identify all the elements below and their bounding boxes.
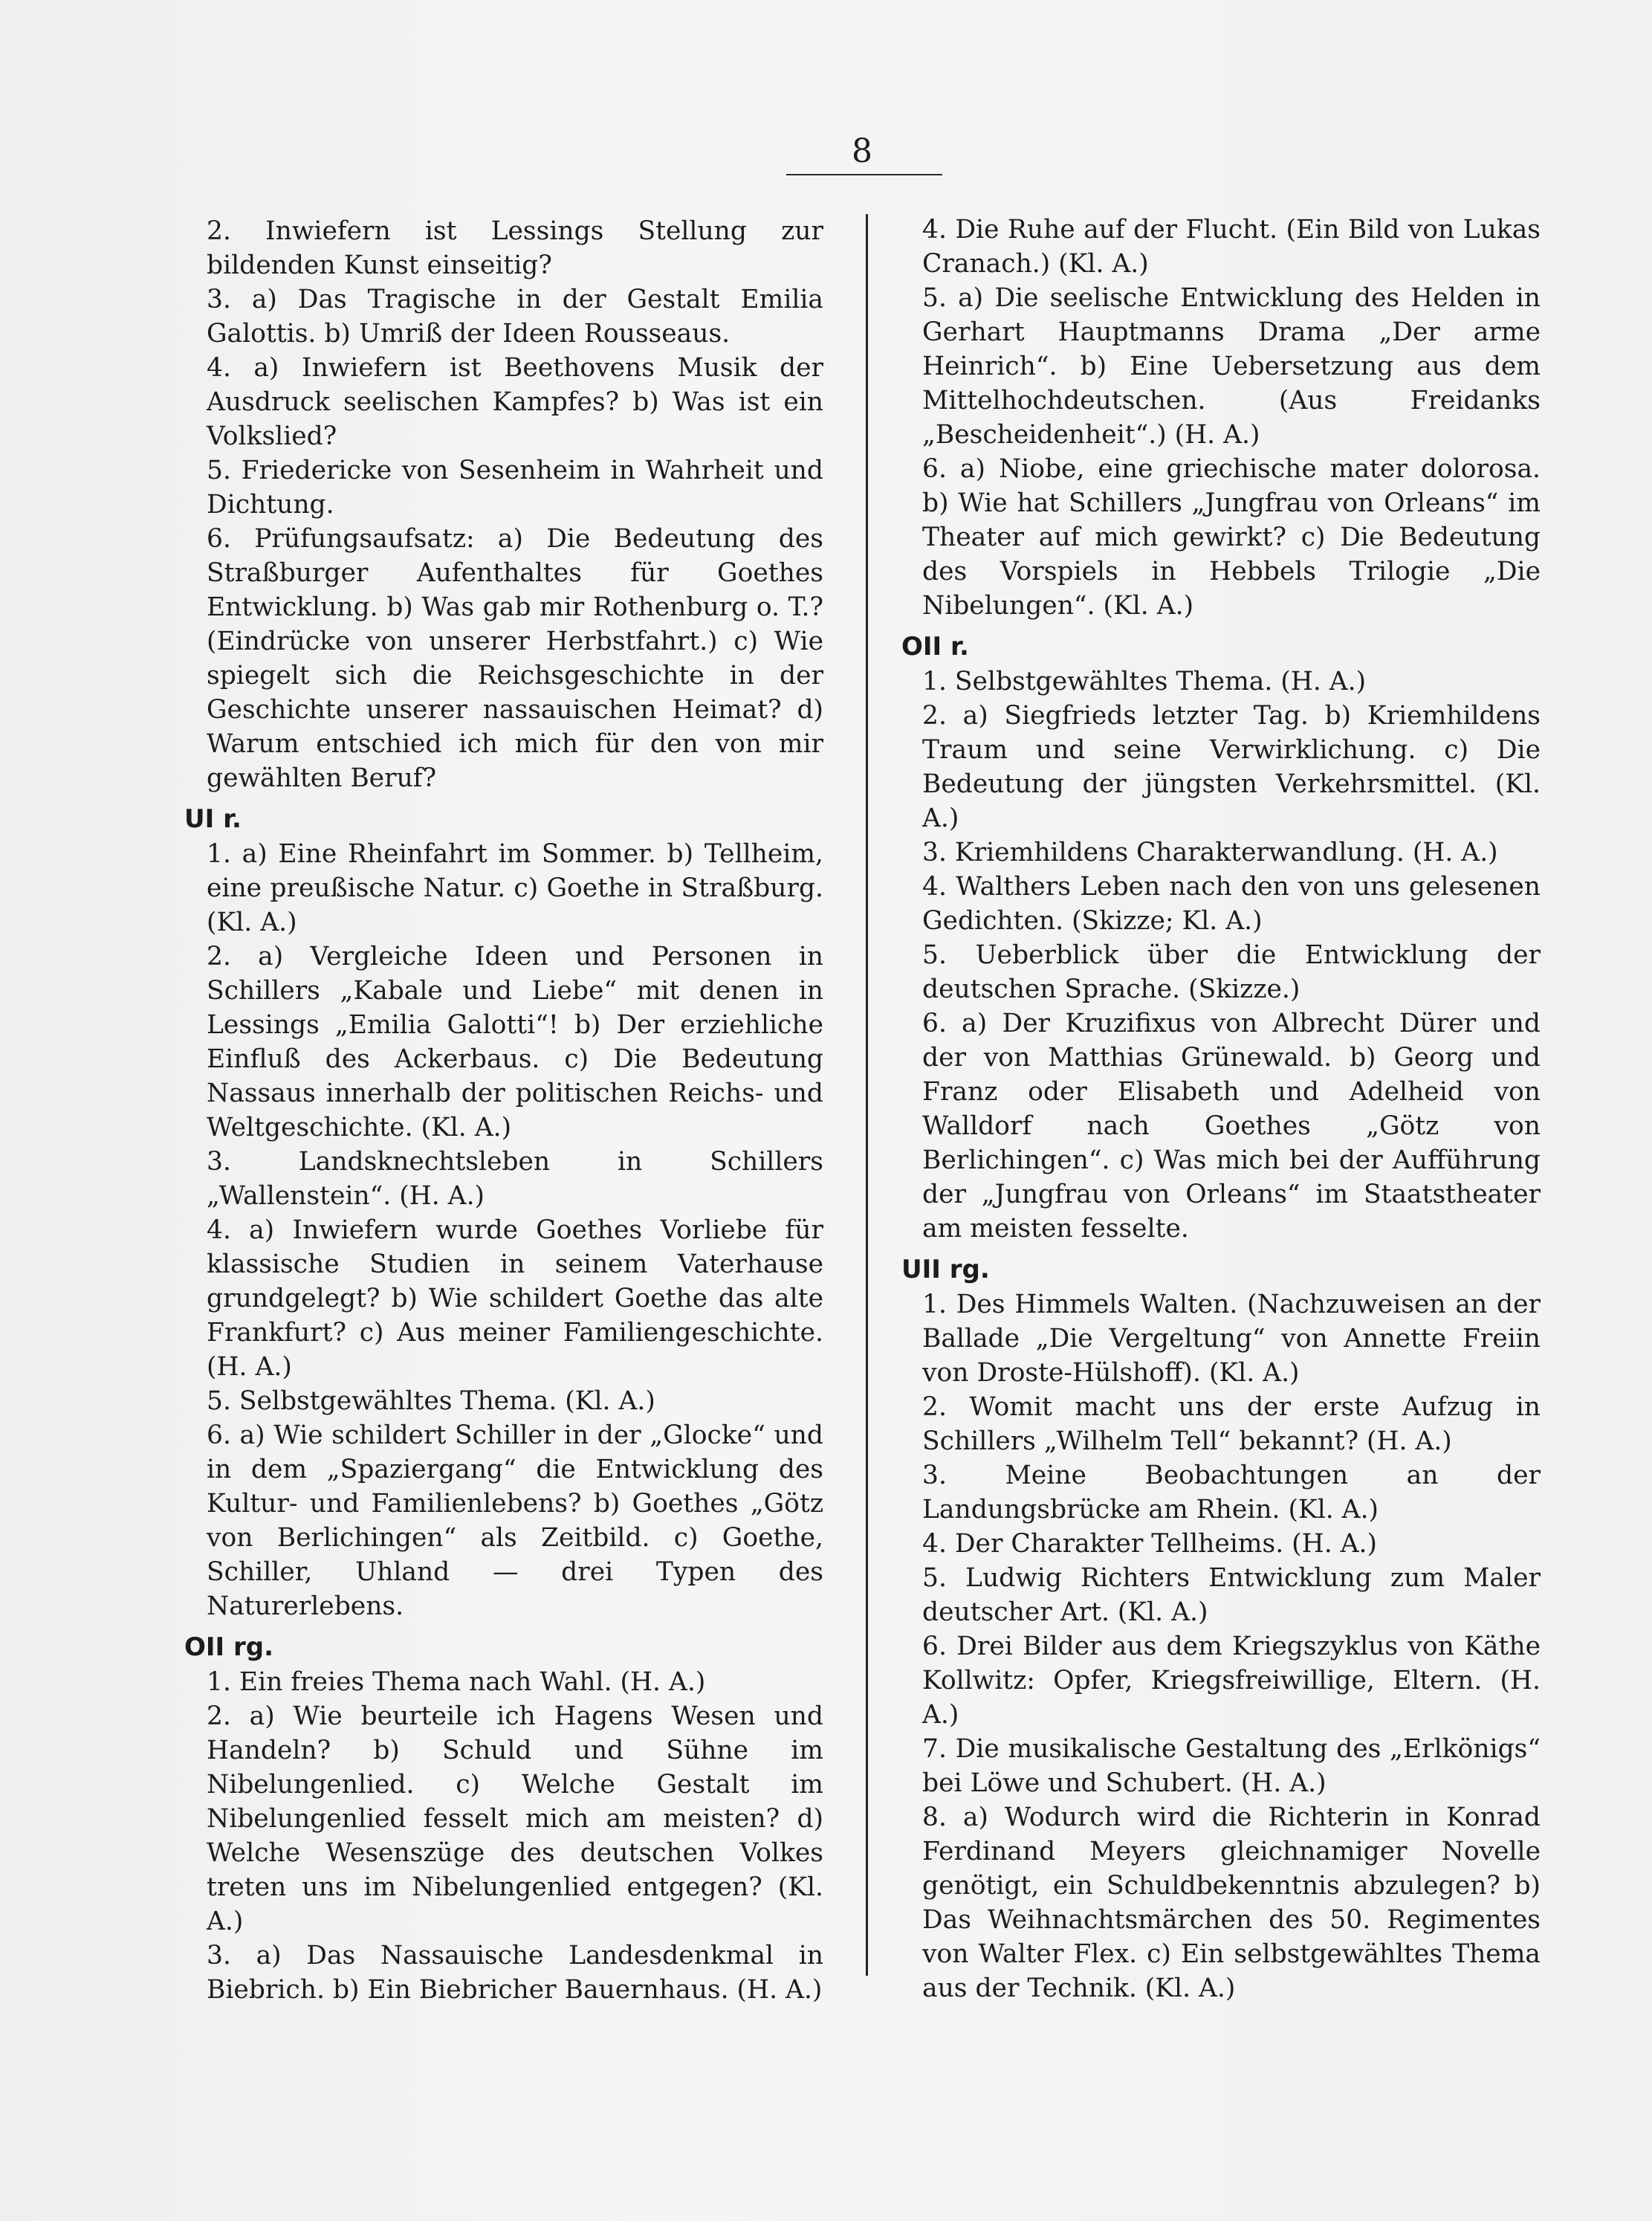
essay-topic: 4. Die Ruhe auf der Flucht. (Ein Bild von Lukas Cranach.) (Kl. A.) (922, 215, 1541, 279)
essay-topic: 8. a) Wodurch wird die Richterin in Konrad Ferdinand Meyers gleichnamiger Novelle genötigt, ein Schuldbekenntnis abzulegen? b) Das Weihnachtsmärchen des 50. Regimentes von Walter Flex. c) Ein selbstgewähltes Thema aus der Technik. (Kl. A.) (922, 1803, 1541, 2003)
section-heading: OII r. (901, 632, 969, 662)
essay-topic: 7. Die musikalische Gestaltung des „Erlkönigs“ bei Löwe und Schubert. (H. A.) (922, 1734, 1541, 1798)
essay-topic: 1. a) Eine Rheinfahrt im Sommer. b) Tellheim, eine preußische Natur. c) Goethe in Straßburg. (Kl. A.) (207, 839, 823, 937)
essay-topic: 3. a) Das Nassauische Landesdenkmal in Biebrich. b) Ein Biebricher Bauernhaus. (H. A.) (207, 1941, 823, 2005)
essay-topic: 5. Ueberblick über die Entwicklung der deutschen Sprache. (Skizze.) (922, 940, 1541, 1004)
essay-topic: 2. Inwiefern ist Lessings Stellung zur bildenden Kunst einseitig? (207, 216, 823, 280)
section-heading: UI r. (184, 804, 242, 834)
essay-topic: 6. a) Wie schildert Schiller in der „Glocke“ und in dem „Spaziergang“ die Entwicklung des Kultur- und Familienlebens? b) Goethes „Götz von Berlichingen“ als Zeitbild. c) Goethe, Schiller, Uhland — drei Typen des Naturerlebens. (207, 1420, 823, 1621)
essay-topic: 2. a) Wie beurteile ich Hagens Wesen und Handeln? b) Schuld und Sühne im Nibelungenlied. c) Welche Gestalt im Nibelungenlied fesselt mich am meisten? d) Welche Wesenszüge des deutschen Volkes treten uns im Nibelungenlied entgegen? (Kl. A.) (207, 1701, 823, 1936)
column-divider (866, 214, 868, 1976)
essay-topic: 6. Drei Bilder aus dem Kriegszyklus von Käthe Kollwitz: Opfer, Kriegsfreiwillige, Eltern. (H. A.) (922, 1632, 1541, 1730)
essay-topic: 6. a) Der Kruzifixus von Albrecht Dürer und der von Matthias Grünewald. b) Georg und Franz oder Elisabeth und Adelheid von Walldorf nach Goethes „Götz von Berlichingen“. c) Was mich bei der Aufführung der „Jungfrau von Orleans“ im Staatstheater am meisten fesselte. (922, 1009, 1541, 1244)
essay-topic: 4. Walthers Leben nach den von uns gelesenen Gedichten. (Skizze; Kl. A.) (922, 872, 1541, 936)
essay-topic: 6. Prüfungsaufsatz: a) Die Bedeutung des Straßburger Aufenthaltes für Goethes Entwicklung. b) Was gab mir Rothenburg o. T.? (Eindrücke von unserer Herbstfahrt.) c) Wie spiegelt sich die Reichsgeschichte in der Geschichte unserer nassauischen Heimat? d) Warum entschied ich mich für den von mir gewählten Beruf? (207, 524, 823, 793)
right-column (901, 213, 1541, 2005)
essay-topic: 5. Selbstgewähltes Thema. (Kl. A.) (207, 1386, 655, 1416)
essay-topic: 3. Kriemhildens Charakterwandlung. (H. A.) (922, 838, 1498, 867)
essay-topic: 2. a) Vergleiche Ideen und Personen in Schillers „Kabale und Liebe“ mit denen in Lessings „Emilia Galotti“! b) Der erziehliche Einfluß des Ackerbaus. c) Die Bedeutung Nassaus innerhalb der politischen Reichs- und Weltgeschichte. (Kl. A.) (207, 942, 823, 1142)
essay-topic: 4. Der Charakter Tellheims. (H. A.) (922, 1529, 1377, 1559)
essay-topic: 3. a) Das Tragische in der Gestalt Emilia Galottis. b) Umriß der Ideen Rousseaus. (207, 285, 823, 349)
section-heading: UII rg. (901, 1255, 990, 1284)
essay-topic: 6. a) Niobe, eine griechische mater dolorosa. b) Wie hat Schillers „Jungfrau von Orleans“ im Theater auf mich gewirkt? c) Die Bedeutung des Vorspiels in Hebbels Trilogie „Die Nibelungen“. (Kl. A.) (922, 454, 1541, 621)
page-number-rule (786, 174, 942, 175)
essay-topic: 2. a) Siegfrieds letzter Tag. b) Kriemhildens Traum und seine Verwirklichung. c) Die Bedeutung der jüngsten Verkehrsmittel. (Kl. A.) (922, 701, 1541, 833)
essay-topic: 5. Friedericke von Sesenheim in Wahrheit und Dichtung. (207, 456, 823, 520)
essay-topic: 2. Womit macht uns der erste Aufzug in Schillers „Wilhelm Tell“ bekannt? (H. A.) (922, 1392, 1541, 1456)
essay-topic: 1. Selbstgewähltes Thema. (H. A.) (922, 667, 1367, 696)
essay-topic: 4. a) Inwiefern wurde Goethes Vorliebe für klassische Studien in seinem Vaterhause grundgelegt? b) Wie schildert Goethe das alte Frankfurt? c) Aus meiner Familiengeschichte. (H. A.) (207, 1215, 823, 1382)
essay-topic: 1. Ein freies Thema nach Wahl. (H. A.) (207, 1667, 706, 1697)
essay-topic: 5. a) Die seelische Entwicklung des Helden in Gerhart Hauptmanns Drama „Der arme Heinrich“. b) Eine Uebersetzung aus dem Mittelhochdeutschen. (Aus Freidanks „Bescheidenheit“.) (H. A.) (922, 283, 1541, 450)
essay-topic: 3. Landsknechtsleben in Schillers „Wallenstein“. (H. A.) (207, 1147, 823, 1211)
essay-topic: 3. Meine Beobachtungen an der Landungsbrücke am Rhein. (Kl. A.) (922, 1461, 1541, 1525)
page-number: 8 (852, 132, 872, 170)
section-heading: OII rg. (184, 1632, 274, 1662)
essay-topic: 1. Des Himmels Walten. (Nachzuweisen an der Ballade „Die Vergeltung“ von Annette Freiin von Droste-Hülshoff). (Kl. A.) (922, 1290, 1541, 1388)
essay-topic: 4. a) Inwiefern ist Beethovens Musik der Ausdruck seelischen Kampfes? b) Was ist ein Volkslied? (207, 353, 823, 451)
essay-topic: 5. Ludwig Richters Entwicklung zum Maler deutscher Art. (Kl. A.) (922, 1563, 1541, 1627)
left-column (184, 214, 823, 2007)
